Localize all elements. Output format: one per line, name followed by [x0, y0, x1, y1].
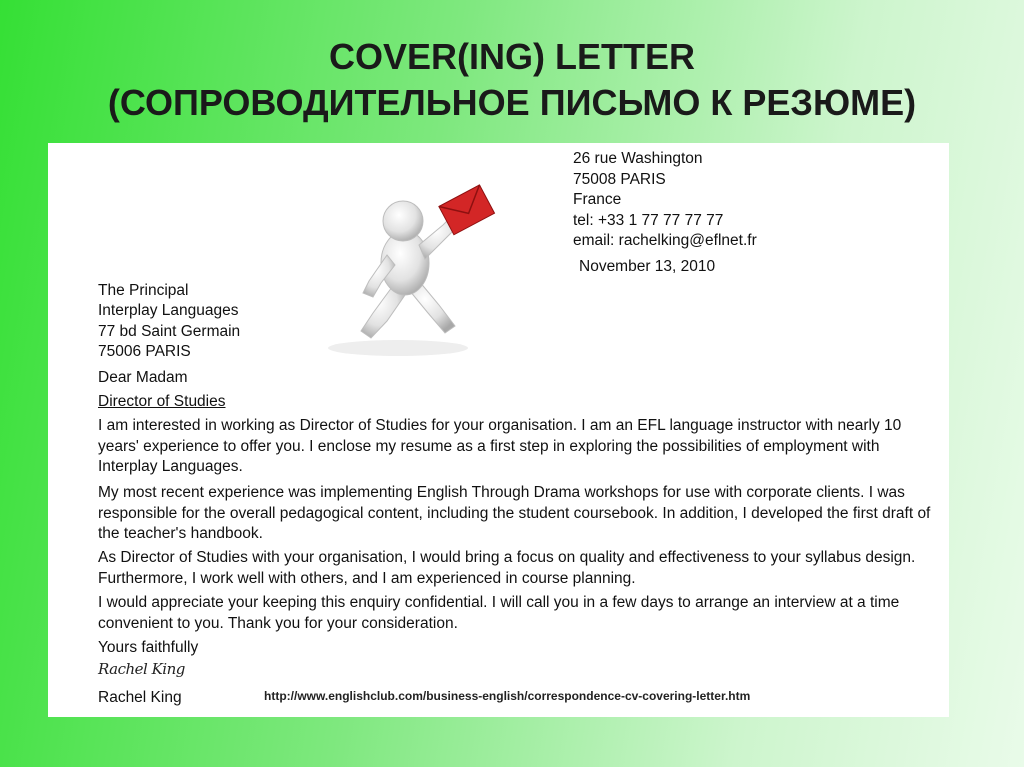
salutation: Dear Madam [98, 369, 188, 386]
sender-tel: tel: +33 1 77 77 77 77 [573, 212, 724, 229]
closing: Yours faithfully [98, 639, 199, 656]
subject-line: Director of Studies [98, 393, 226, 410]
slide-title-line-2: (СОПРОВОДИТЕЛЬНОЕ ПИСЬМО К РЕЗЮМЕ) [107, 82, 917, 123]
source-url: http://www.englishclub.com/business-english/correspondence-cv-covering-letter.htm [264, 689, 751, 703]
recipient-street: 77 bd Saint Germain [98, 323, 241, 340]
signer-name: Rachel King [98, 689, 182, 706]
paragraph-2: My most recent experience was implementing English Through Drama workshops for use with corporate clients. I was responsible for the overall pedagogical content, including the student coursebook. In addition, I developed the first draft of the teacher's handbook. [98, 484, 931, 543]
letter-panel [48, 143, 949, 717]
slide-title-line-1: COVER(ING) LETTER [329, 36, 695, 77]
slide-title [0, 34, 1024, 126]
signature: Rachel King [98, 660, 185, 678]
sender-city: 75008 PARIS [573, 171, 666, 188]
recipient-city: 75006 PARIS [98, 343, 191, 360]
recipient-name: The Principal [98, 282, 189, 299]
sender-street: 26 rue Washington [573, 150, 703, 167]
letter-date: November 13, 2010 [579, 258, 716, 275]
person-delivering-envelope-icon [303, 163, 503, 363]
paragraph-3: As Director of Studies with your organisation, I would bring a focus on quality and effectiveness to your syllabus design. Furthermore, I work well with others, and I am experienced in course planning. [98, 549, 916, 587]
sender-email: email: rachelking@eflnet.fr [573, 232, 757, 249]
paragraph-4: I would appreciate your keeping this enquiry confidential. I will call you in a few days to arrange an interview at a time convenient to you. Thank you for your consideration. [98, 594, 900, 632]
sender-country: France [573, 191, 622, 208]
recipient-company: Interplay Languages [98, 302, 239, 319]
paragraph-1: I am interested in working as Director of Studies for your organisation. I am an EFL language instructor with nearly 10 years' experience to offer you. I enclose my resume as a first step in exploring the possibilities of employment with Interplay Languages. [98, 417, 902, 476]
